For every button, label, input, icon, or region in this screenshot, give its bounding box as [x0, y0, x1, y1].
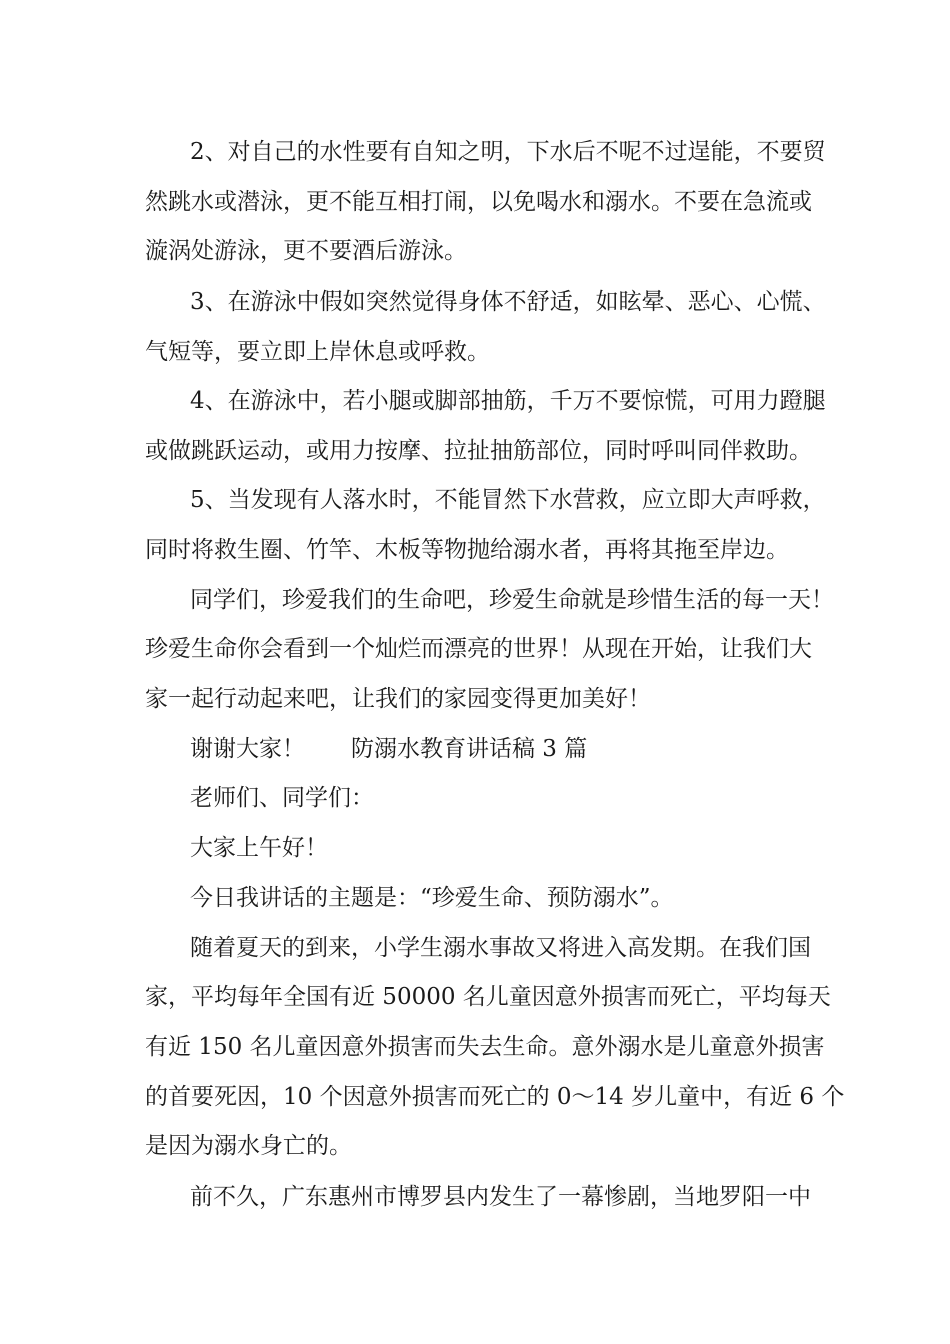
paragraph-line: 的首要死因，10 个因意外损害而死亡的 0～14 岁儿童中，有近 6 个 — [145, 1084, 845, 1110]
paragraph-line: 5、当发现有人落水时，不能冒然下水营救，应立即大声呼救， — [190, 487, 826, 513]
paragraph-line: 珍爱生命你会看到一个灿烂而漂亮的世界！从现在开始，让我们大 — [145, 636, 812, 662]
section-title: 防溺水教育讲话稿 3 篇 — [351, 736, 588, 762]
greeting-line: 大家上午好！ — [190, 835, 328, 861]
paragraph-line: 然跳水或潜泳，更不能互相打闹，以免喝水和溺水。不要在急流或 — [145, 189, 812, 215]
paragraph-line: 是因为溺水身亡的。 — [145, 1133, 352, 1159]
paragraph-line: 家，平均每年全国有近 50000 名儿童因意外损害而死亡，平均每天 — [145, 984, 831, 1010]
paragraph-line: 2、对自己的水性要有自知之明，下水后不呢不过逞能，不要贸 — [190, 139, 826, 165]
paragraph-line: 气短等，要立即上岸休息或呼救。 — [145, 339, 490, 365]
greeting-line: 老师们、同学们： — [190, 785, 374, 811]
paragraph-line: 同学们，珍爱我们的生命吧，珍爱生命就是珍惜生活的每一天！ — [190, 587, 834, 613]
paragraph-line: 随着夏天的到来，小学生溺水事故又将进入高发期。在我们国 — [190, 935, 811, 961]
thanks-line — [190, 733, 587, 765]
paragraph-line: 同时将救生圈、竹竿、木板等物抛给溺水者，再将其拖至岸边。 — [145, 537, 789, 563]
paragraph-line: 漩涡处游泳，更不要酒后游泳。 — [145, 238, 467, 264]
paragraph-line: 前不久，广东惠州市博罗县内发生了一幕惨剧，当地罗阳一中 — [190, 1184, 811, 1210]
paragraph-line: 有近 150 名儿童因意外损害而失去生命。意外溺水是儿童意外损害 — [145, 1034, 825, 1060]
thanks-text: 谢谢大家！ — [190, 736, 305, 762]
paragraph-line: 4、在游泳中，若小腿或脚部抽筋，千万不要惊慌，可用力蹬腿 — [190, 388, 826, 414]
paragraph-line: 家一起行动起来吧，让我们的家园变得更加美好！ — [145, 686, 651, 712]
paragraph-line: 3、在游泳中假如突然觉得身体不舒适，如眩晕、恶心、心慌、 — [190, 289, 826, 315]
paragraph-line: 或做跳跃运动，或用力按摩、拉扯抽筋部位，同时呼叫同伴救助。 — [145, 438, 812, 464]
topic-line: 今日我讲话的主题是：“珍爱生命、预防溺水”。 — [190, 885, 674, 911]
